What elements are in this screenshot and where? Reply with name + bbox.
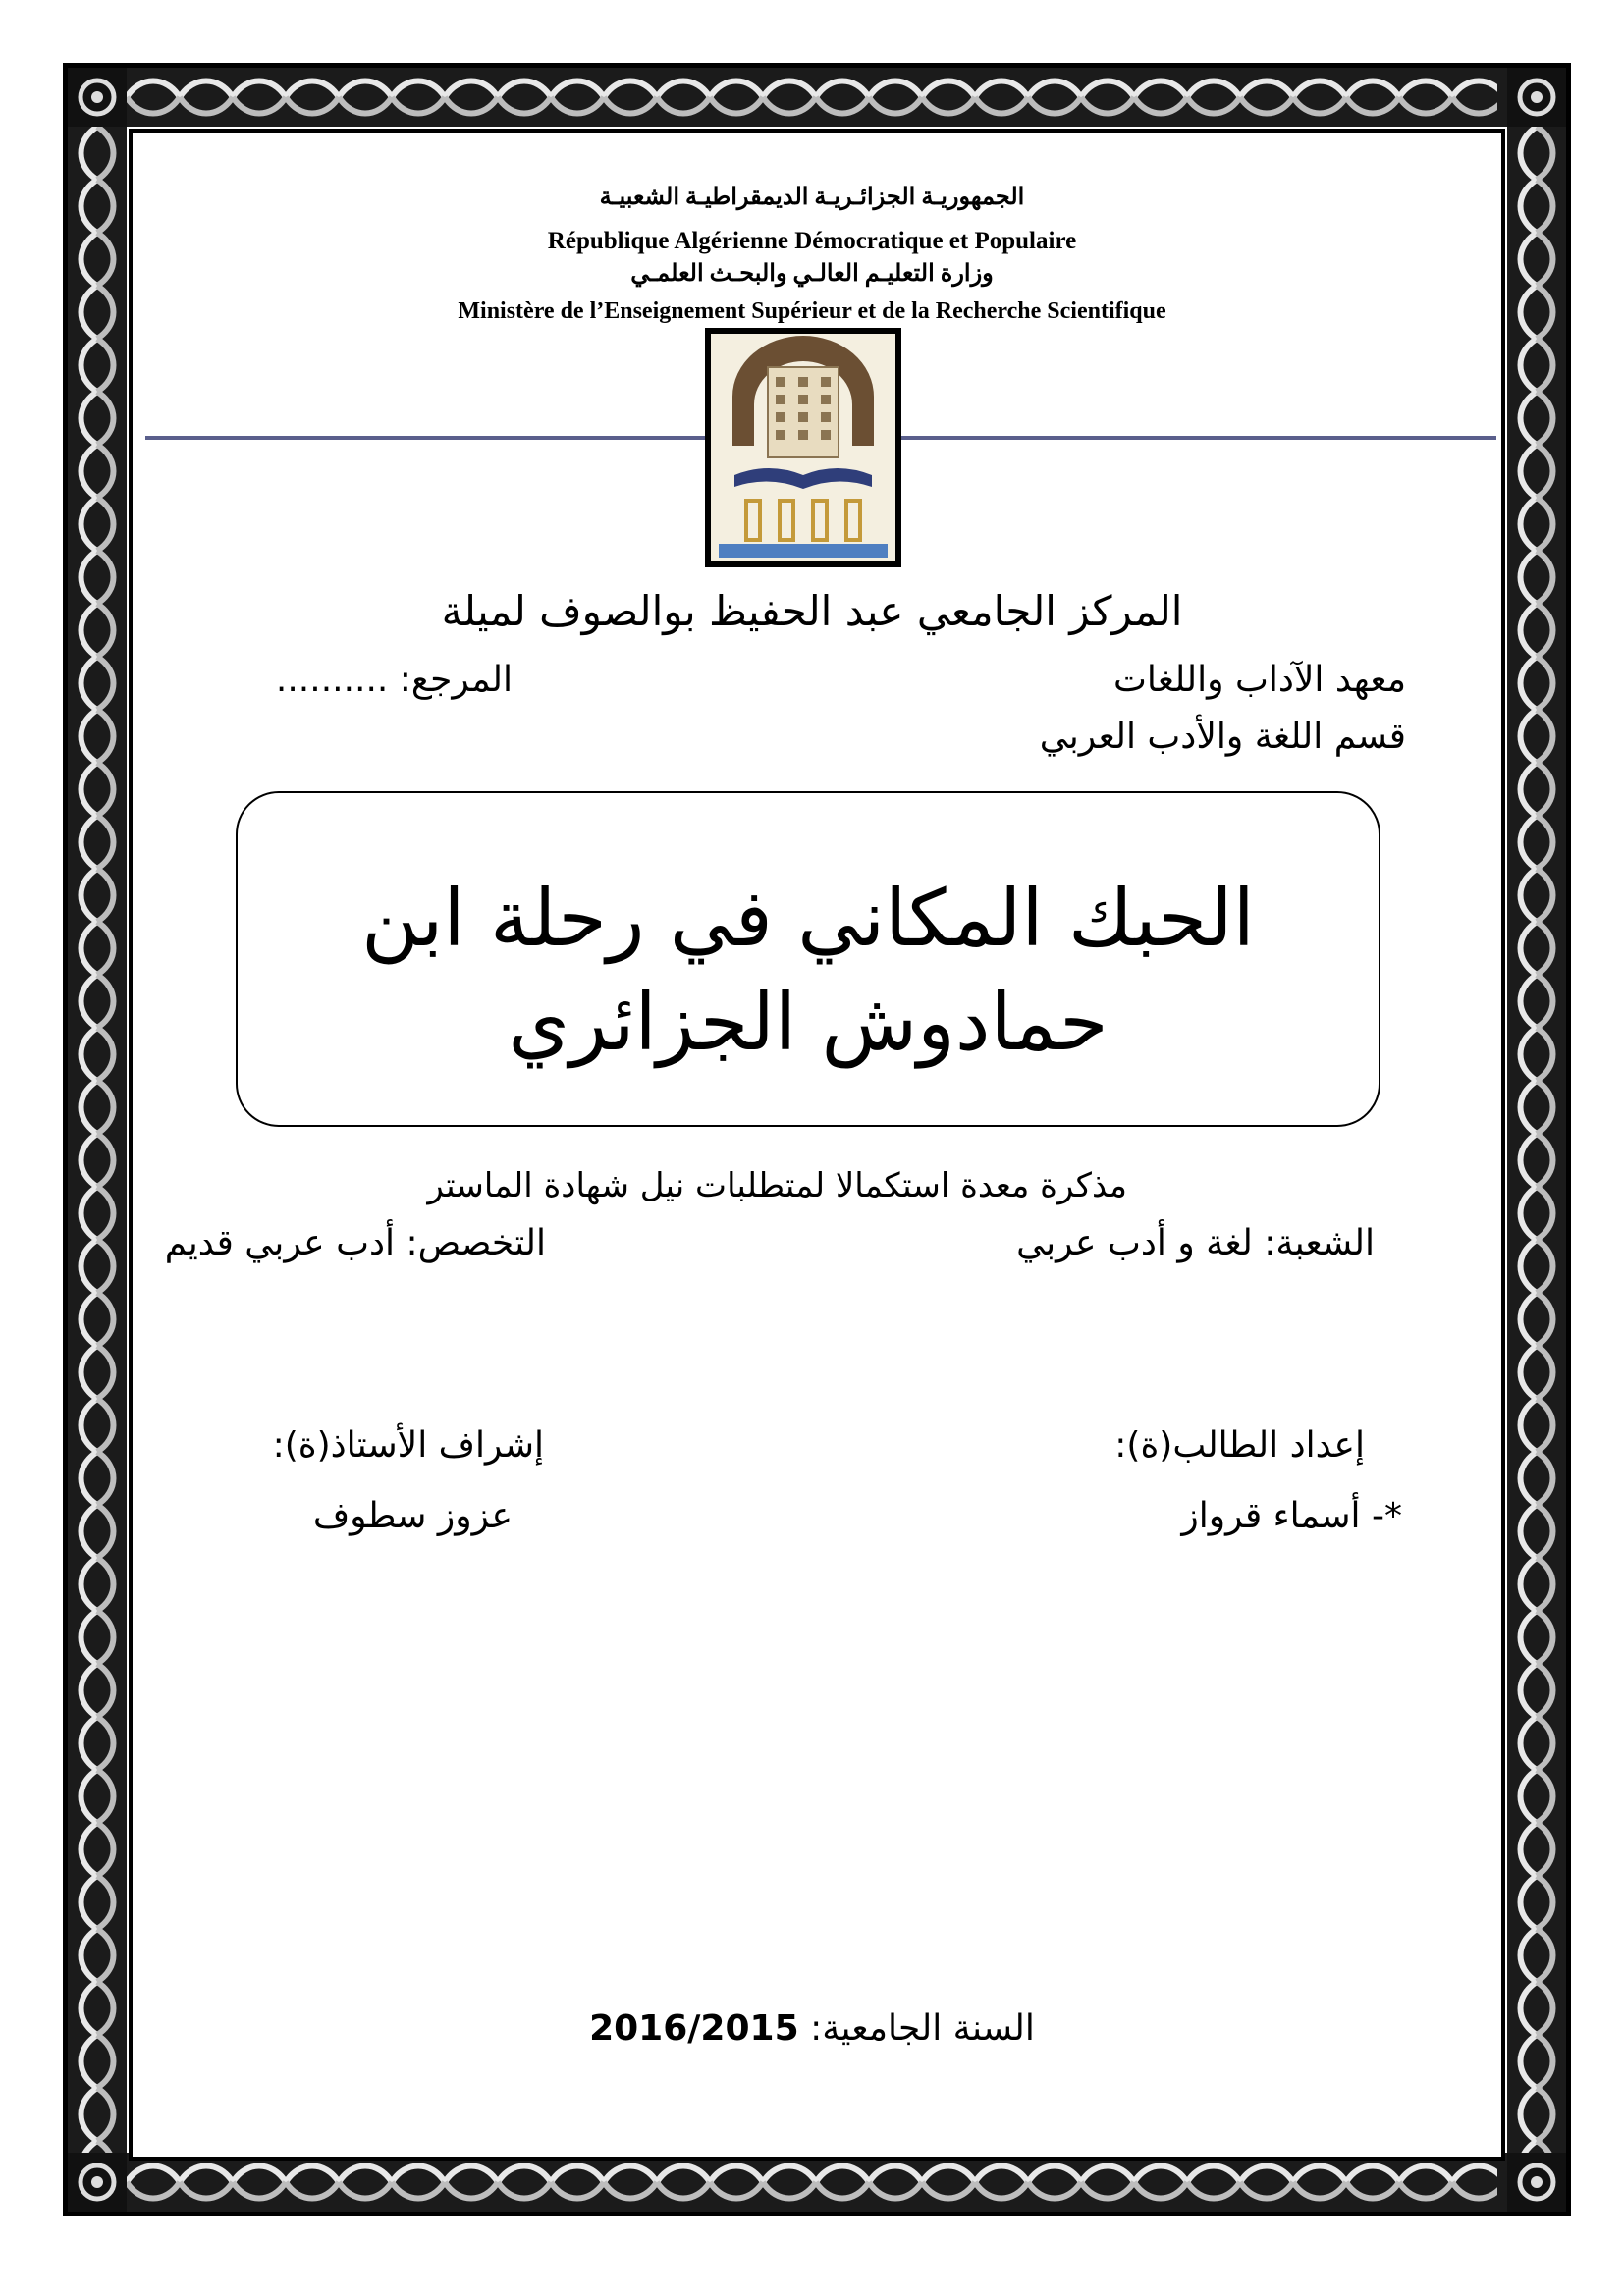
header-rule-left (145, 436, 705, 440)
supervisor-label: إشراف الأستاذ(ة): (272, 1425, 544, 1466)
academic-year-value: 2016/2015 (589, 2008, 799, 2049)
thesis-subtitle: مذكرة معدة استكمالا لمتطلبات نيل شهادة الماستر (427, 1166, 1127, 1205)
republic-arabic: الجمهوريـة الجزائـريـة الديمقراطيـة الشعبيـة (599, 185, 1025, 210)
border-chain-right (1507, 127, 1566, 2153)
student-name: *- أسماء قرواز (1181, 1496, 1402, 1536)
university-center-name: المركز الجامعي عبد الحفيظ بوالصوف لميلة (441, 587, 1183, 635)
thesis-title-line-1: الحبك المكاني في رحلة ابن (361, 873, 1255, 964)
border-corner-bottom-left (68, 2153, 127, 2212)
student-label: إعداد الطالب(ة): (1114, 1425, 1365, 1466)
academic-year-label: السنة الجامعية: (810, 2008, 1035, 2049)
republic-french: République Algérienne Démocratique et Populaire (547, 228, 1077, 254)
header-rule-right (901, 436, 1496, 440)
ministry-arabic: وزارة التعليـم العالـي والبحـث العلمـي (630, 261, 994, 287)
branch-field: الشعبة: لغة و أدب عربي (1016, 1223, 1375, 1263)
university-logo (705, 328, 901, 567)
supervisor-name: عزوز سطوف (312, 1496, 513, 1536)
border-corner-bottom-right (1507, 2153, 1566, 2212)
thesis-title-box (236, 791, 1380, 1127)
ministry-french: Ministère de l’Enseignement Supérieur et de la Recherche Scientifique (458, 298, 1166, 324)
academic-year (0, 2008, 1624, 2049)
institute-name: معهد الآداب واللغات (1113, 660, 1406, 700)
border-chain-left (68, 127, 127, 2153)
border-chain-bottom (127, 2153, 1497, 2212)
border-corner-top-left (68, 68, 127, 127)
specialty-field: التخصص: أدب عربي قديم (164, 1223, 546, 1263)
department-name: قسم اللغة والأدب العربي (1039, 717, 1406, 757)
border-corner-top-right (1507, 68, 1566, 127)
border-chain-top (127, 68, 1497, 127)
reference-number: المرجع: .......... (275, 660, 513, 700)
thesis-title-line-2: حمادوش الجزائري (508, 977, 1109, 1068)
